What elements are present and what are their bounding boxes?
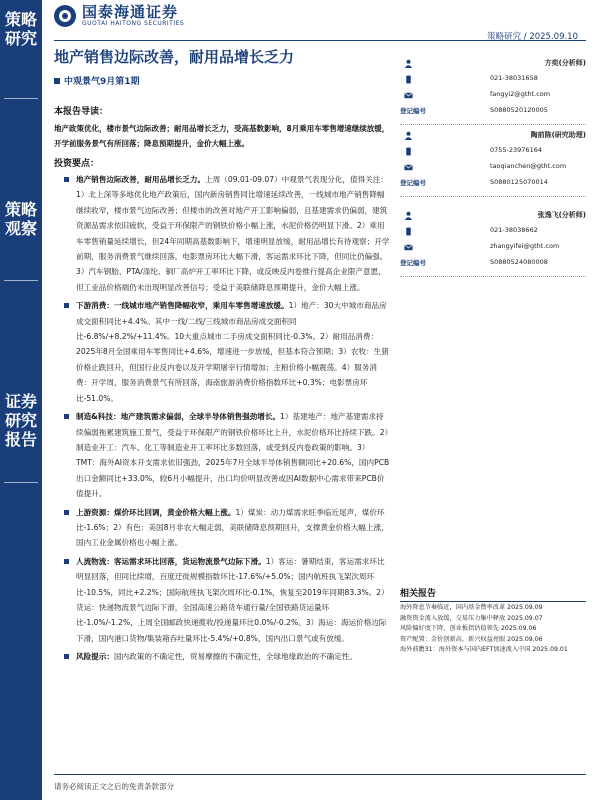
analyst-divider [400, 276, 586, 277]
analyst-card [400, 210, 586, 274]
analyst-email[interactable]: fangyi2@gtht.com [490, 90, 551, 98]
analyst-email[interactable]: taoqianchen@gtht.com [490, 162, 567, 170]
analyst-email-row [400, 90, 586, 106]
analyst-phone: 0755-23976164 [490, 146, 542, 154]
bullet-lead: 风险提示： [76, 652, 114, 662]
square-bullet-icon [64, 414, 69, 419]
left-sidebar [0, 0, 42, 800]
list-item [54, 649, 390, 664]
analyst-card [400, 130, 586, 194]
related-reports-heading: 相关报告 [400, 586, 586, 602]
cert-label: 登记编号 [400, 259, 426, 267]
bullet-text: 1）地产：30大中城市商品房成交面积同比+4.4%。其中一线/二线/三线城市商品房成交面积同比-6.8%/+8.2%/+11.4%。10大重点城市二手房成交面积同比-0.3%。2）耐用品消费：2025年8月全国乘用车零售同比+4.6%，增速进一步放缓，但基本符合预期；3）农牧：生猪价格止跌回升，但国行业反内卷以及开学期屠宰行情增加；主粮价格小幅震荡。4）服务消费：开学周，服务消费景气有所回落，海南旅游消费价格指数环比+0.3%；电影票房环比-51.0%。 [76, 301, 389, 403]
bullet-text: 上周（09.01-09.07）中观景气表现分化，值得关注：1）北上深等多地优化地产政策后，国内新房销售同比增速延续改善，一线城市地产销售降幅继续收窄，楼市景气边际改善；但楼市的改善对地产开工影响偏弱，且基建需求仍偏弱，建筑资源品需求依旧疲软，受益于环保限产的钢铁价格小幅上涨，水泥价格仍明显下滑。2）乘用车零售销量延续增长，但24年同期高基数影响下，增速明显放缓，耐用品增长有待观察；开学前期，服务消费景气继续回落，电影票房环比大幅下滑，客运需求环比下降，但同比仍偏强。3）汽车钢胎、PTA/涤纶、铜厂高炉开工率环比下降，或反映反内卷推行提高企业限产意愿，但工业品价格端仍未出现明显改善信号；受益于美联储降息预期提升，金价大幅上涨。 [76, 175, 390, 292]
related-report-link[interactable]: 资产配置：金价创新高，新兴权益亮眼 2025.09.06 [400, 635, 543, 643]
analyst-name-row [400, 130, 586, 146]
analyst-phone-row [400, 146, 586, 162]
sidebar-divider [4, 482, 38, 483]
bullet-text: 国内政策的不确定性，贸易摩擦的不确定性，全球地缘政治的不确定性。 [113, 652, 357, 662]
analyst-phone: 021-38038662 [490, 226, 538, 234]
report-title: 地产销售边际改善，耐用品增长乏力 [54, 48, 295, 66]
bullet-lead: 人流物流：客运需求环比回落，货运物流景气边际下滑。 [76, 556, 266, 566]
summary-heading: 本报告导读： [54, 107, 109, 117]
sidebar-divider [4, 98, 38, 99]
analyst-divider [400, 196, 586, 197]
bullet-text: 1）基建地产：地产基建需求持续偏弱拖累建筑施工景气，受益于环保限产的钢铁价格环比上升，水泥价格环比持续下跌。2）制造业开工：汽车、化工等制造业开工率环比多数回落，或受到反内卷政策的影响。3）TMT：海外AI资本开支需求依旧强劲，2025年7月全球半导体销售额同比+20.6%，国内PCB出口金额同比+33.0%，较6月小幅提升，出口均价明显改善或因AI数据中心需求带来PCB价值提升。 [76, 412, 390, 499]
bullet-text: 1）客运：暑期结束，客运需求环比明显回落，但同比续增，百度迁徙规模指数环比-17.6%/+5.0%；国内航班执飞架次周环比-10.5%，同比+2.2%；国际航班执飞架次周环比-0.1%，恢复至2019年同期83.3%。2）货运：快递物流景气边际下滑，全国高速公路货车通行量/全国铁路货运量环比-1.0%/-1.2%，上周全国邮政快递揽收/投递量环比0.0%/-0.2%。3）海运：海运价格边际下滑，国内港口货物/集装箱吞吐量环比-5.4%/+0.8%，国内出口景气或有放缓。 [76, 556, 389, 643]
bullet-lead: 制造&科技：地产建筑需求偏弱，全球半导体销售强劲增长。 [76, 412, 281, 422]
logo-mark-icon [54, 5, 76, 27]
analyst-divider [400, 124, 586, 125]
analyst-name-row [400, 58, 586, 74]
sidebar-divider [4, 280, 38, 281]
cert-label: 登记编号 [400, 107, 426, 115]
analyst-phone-row [400, 74, 586, 90]
person-icon [404, 211, 413, 220]
phone-icon [404, 147, 413, 156]
analyst-phone: 021-38031658 [490, 74, 538, 82]
report-subtitle [54, 74, 140, 87]
logo-name-cn: 国泰海通证券 [82, 3, 179, 21]
footer-divider [54, 774, 586, 775]
related-report-link[interactable]: 海外降息节奏临近，国内基金赞率改革 2025.09.09 [400, 604, 543, 611]
email-icon [404, 91, 413, 100]
bullet-lead: 上游资源：煤价环比回调，黄金价格大幅上涨。 [76, 507, 236, 517]
person-icon [404, 131, 413, 140]
related-report-link[interactable]: 融资资金流入放缓，交易压力集中释放 2025.09.07 [400, 614, 543, 622]
square-bullet-icon [64, 177, 69, 182]
disclaimer-footer: 请务必阅读正文之后的免责条款部分 [54, 782, 174, 791]
bullet-lead: 下游消费：一线城市地产销售降幅收窄，乘用车零售增速放缓。 [76, 301, 289, 311]
header-divider [54, 40, 586, 41]
email-icon [404, 163, 413, 172]
related-report-link[interactable]: 风险偏好度下降，创业板指估值领先 2025.09.06 [400, 625, 537, 633]
bullet-text: 1）煤炭：动力煤需求旺季临近尾声，煤价环比-1.6%；2）有色：美国8月非农大幅走弱，美联储降息预期回升，支撑黄金价格大幅上涨，国内工业金属价格也小幅上涨。 [76, 507, 389, 548]
subtitle-text: 中观景气9月第1期 [64, 77, 140, 87]
list-item [54, 505, 390, 551]
analyst-name: 张逸飞(分析师) [537, 211, 586, 219]
points-heading: 投资要点： [54, 159, 100, 169]
analyst-email-row [400, 162, 586, 178]
investment-points-list [54, 172, 390, 668]
analyst-cert-row [400, 106, 586, 122]
person-icon [404, 59, 413, 68]
square-bullet-icon [54, 78, 60, 84]
company-logo [54, 4, 184, 28]
list-item [54, 298, 390, 406]
phone-icon [404, 227, 413, 236]
sidebar-label-strategy-research: 策略研究 [4, 10, 37, 48]
analyst-name-row [400, 210, 586, 226]
analyst-cert-row [400, 178, 586, 194]
square-bullet-icon [64, 559, 69, 564]
analyst-name: 方奕(分析师) [544, 59, 586, 67]
analyst-name: 陶前陈(研究助理) [530, 131, 586, 139]
square-bullet-icon [64, 303, 69, 308]
list-item [54, 409, 390, 501]
analyst-cert-row [400, 258, 586, 274]
analyst-email[interactable]: zhangyifei@gtht.com [490, 242, 560, 250]
analyst-cert-number: S0880520120005 [490, 106, 548, 114]
cert-label: 登记编号 [400, 179, 426, 187]
email-icon [404, 243, 413, 252]
report-meta: 策略研究 / 2025.09.10 [487, 32, 578, 42]
analyst-phone-row [400, 226, 586, 242]
logo-name-en: GUOTAI HAITONG SECURITIES [82, 20, 185, 27]
square-bullet-icon [64, 654, 69, 659]
analyst-cert-number: S0880125070014 [490, 178, 548, 186]
related-report-link[interactable]: 海外前瞻31：海外资本与国内EFT加速流入中国 2025.09.01 [400, 646, 568, 654]
sidebar-label-securities-report: 证券研究报告 [4, 392, 37, 449]
summary-text: 地产政策优化，楼市景气边际改善；耐用品增长乏力，受高基数影响，8月乘用车零售增速继续放缓，开学前服务景气有所回落；降息预期提升，金价大幅上涨。 [54, 124, 390, 148]
analyst-card [400, 58, 586, 122]
list-item [54, 554, 390, 646]
square-bullet-icon [64, 510, 69, 515]
analyst-cert-number: S0880524080008 [490, 258, 548, 266]
analyst-email-row [400, 242, 586, 258]
phone-icon [404, 75, 413, 84]
bullet-lead: 地产销售边际改善，耐用品增长乏力。 [76, 175, 206, 184]
related-reports-list [400, 604, 586, 657]
sidebar-label-strategy-observation: 策略观察 [4, 200, 37, 238]
list-item [54, 172, 390, 295]
